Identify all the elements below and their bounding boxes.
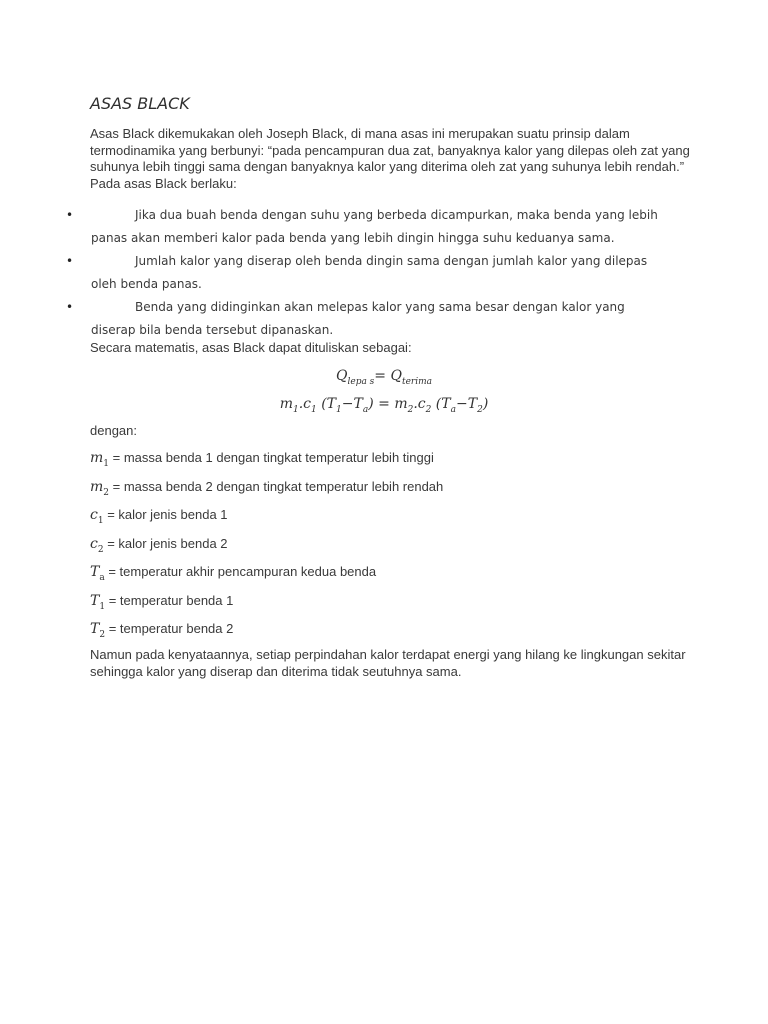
definition-text: = temperatur benda 1	[105, 592, 234, 608]
list-item-text: Jika dua buah benda dengan suhu yang berbeda dicampurkan, maka benda yang lebih panas akan memberi kalor pada benda yang lebih dingin hingga suhu keduanya sama.	[91, 208, 658, 245]
page-title: ASAS BLACK	[90, 94, 190, 113]
formula-q-balance: $Q_{lepa s}= Q_{terima}$	[336, 368, 432, 387]
definition-item	[90, 450, 443, 479]
dengan-label: dengan:	[90, 423, 137, 438]
definition-symbol: $m_1$	[90, 450, 110, 469]
closing-paragraph: Namun pada kenyataannya, setiap perpindahan kalor terdapat energi yang hilang ke lingkungan sekitar sehingga kalor yang diserap dan diterima tidak seutuhnya sama.	[90, 647, 686, 679]
definition-symbol: $T_1$	[90, 592, 106, 612]
definition-text: = kalor jenis benda 1	[103, 507, 228, 522]
definition-symbol: $c_2$	[90, 535, 104, 555]
definition-list	[90, 450, 443, 650]
definition-item	[90, 507, 443, 536]
bullet-icon: •	[66, 300, 74, 314]
intro-paragraph: Asas Black dikemukakan oleh Joseph Black, di mana asas ini merupakan suatu prinsip dalam termodinamika yang berbunyi: “pada pencampuran dua zat, banyaknya kalor yang dilepas oleh zat yang suhunya lebih tinggi sama dengan banyaknya kalor yang diterima oleh zat yang suhunya lebih rendah.” Pada asas Black berlaku:	[90, 126, 690, 191]
bullet-icon: •	[66, 254, 74, 268]
definition-item	[90, 593, 443, 622]
list-item	[0, 250, 671, 296]
math-intro: Secara matematis, asas Black dapat dituliskan sebagai:	[90, 340, 412, 355]
definition-text: = massa benda 2 dengan tingkat temperatur lebih rendah	[109, 478, 444, 494]
bullet-list	[0, 204, 768, 342]
list-item	[0, 296, 671, 342]
definition-symbol: $T_a$	[90, 564, 105, 583]
definition-text: = massa benda 1 dengan tingkat temperatur lebih tinggi	[109, 450, 434, 465]
definition-item	[90, 536, 443, 565]
definition-item	[90, 479, 443, 508]
definition-item	[90, 564, 443, 593]
formula-heat-equation: $m_1.c_1$ $(T_1-T_a) = m_2.c_2$ $(T_a-T_2)$	[279, 396, 489, 415]
definition-symbol: $c_1$	[90, 507, 104, 526]
definition-symbol: $T_2$	[90, 621, 106, 640]
bullet-icon: •	[66, 208, 74, 222]
definition-symbol: $m_2$	[90, 478, 110, 498]
definition-text: = kalor jenis benda 2	[103, 535, 228, 551]
definition-text: = temperatur benda 2	[105, 621, 234, 636]
list-item-text: Benda yang didinginkan akan melepas kalor yang sama besar dengan kalor yang diserap bila benda tersebut dipanaskan.	[91, 300, 625, 337]
list-item	[0, 204, 671, 250]
list-item-text: Jumlah kalor yang diserap oleh benda dingin sama dengan jumlah kalor yang dilepas oleh benda panas.	[91, 254, 648, 291]
definition-text: = temperatur akhir pencampuran kedua benda	[104, 564, 377, 579]
